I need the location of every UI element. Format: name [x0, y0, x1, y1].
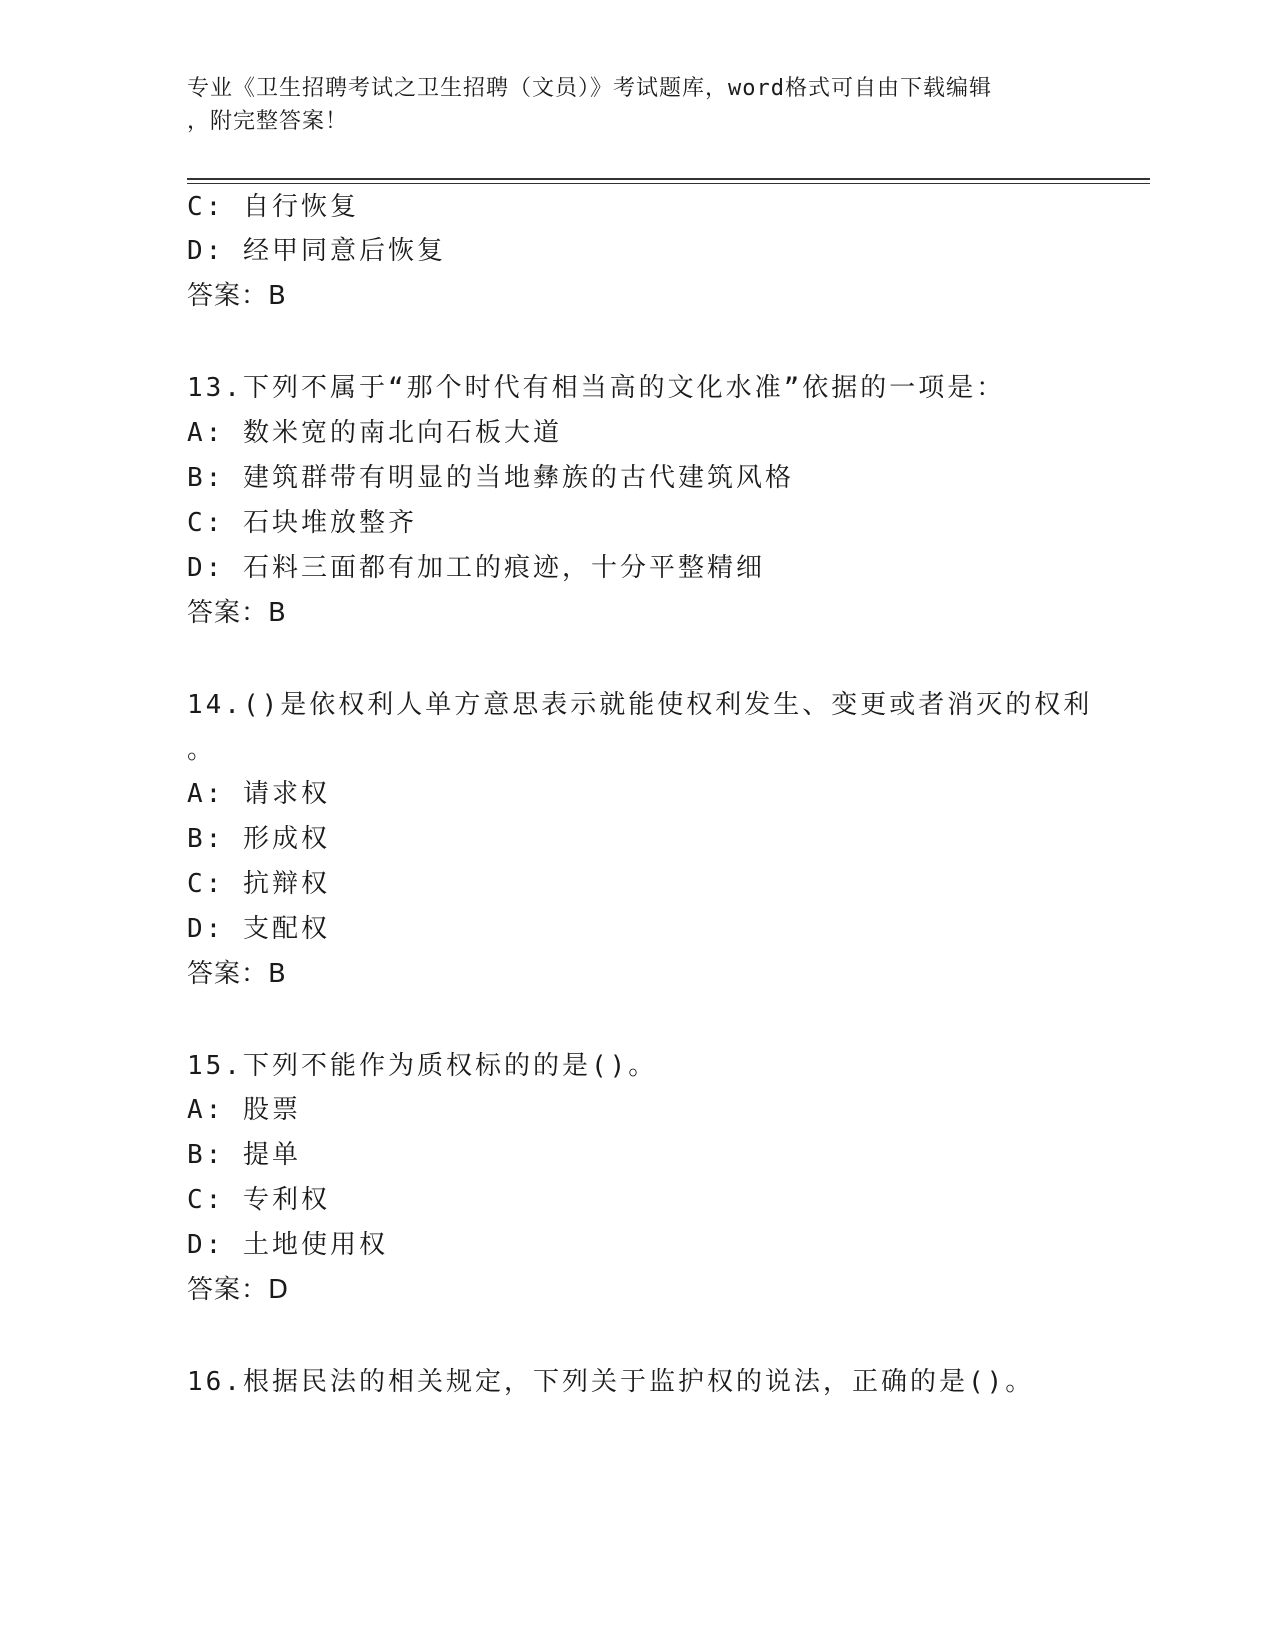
q14-stem-line-1: 14.()是依权利人单方意思表示就能使权利发生、变更或者消灭的权利: [187, 690, 1093, 720]
document-header: [187, 72, 1087, 138]
q15-stem: 15.下列不能作为质权标的的是()。: [187, 1051, 658, 1081]
q15-option-c: C: 专利权: [187, 1185, 330, 1215]
header-line-1: 专业《卫生招聘考试之卫生招聘（文员）》考试题库，word格式可自由下载编辑: [187, 76, 992, 101]
q14-option-b: B: 形成权: [187, 824, 330, 854]
header-divider: [187, 178, 1150, 180]
q13-option-b: B: 建筑群带有明显的当地彝族的古代建筑风格: [187, 463, 794, 493]
q13-stem: 13.下列不属于“那个时代有相当高的文化水准”依据的一项是：: [187, 373, 1006, 403]
header-divider-thin: [187, 183, 1150, 184]
header-line-2: ，附完整答案！: [187, 109, 349, 134]
q13-answer: 答案：B: [187, 598, 287, 628]
q16-stem: 16.根据民法的相关规定，下列关于监护权的说法，正确的是()。: [187, 1367, 1035, 1397]
prev-option-c: C: 自行恢复: [187, 192, 359, 222]
q14-answer: 答案：B: [187, 959, 287, 989]
q14-stem-line-2: 。: [187, 735, 217, 765]
q13-option-d: D: 石料三面都有加工的痕迹，十分平整精细: [187, 553, 765, 583]
q15-option-d: D: 土地使用权: [187, 1230, 388, 1260]
q14-option-c: C: 抗辩权: [187, 869, 330, 899]
q15-answer: 答案：D: [187, 1275, 290, 1305]
q13-option-c: C: 石块堆放整齐: [187, 508, 417, 538]
prev-option-d: D: 经甲同意后恢复: [187, 236, 446, 266]
q14-option-a: A: 请求权: [187, 779, 330, 809]
q14-option-d: D: 支配权: [187, 914, 330, 944]
q13-option-a: A: 数米宽的南北向石板大道: [187, 418, 562, 448]
q15-option-a: A: 股票: [187, 1095, 301, 1125]
q15-option-b: B: 提单: [187, 1140, 301, 1170]
prev-answer: 答案：B: [187, 281, 287, 311]
